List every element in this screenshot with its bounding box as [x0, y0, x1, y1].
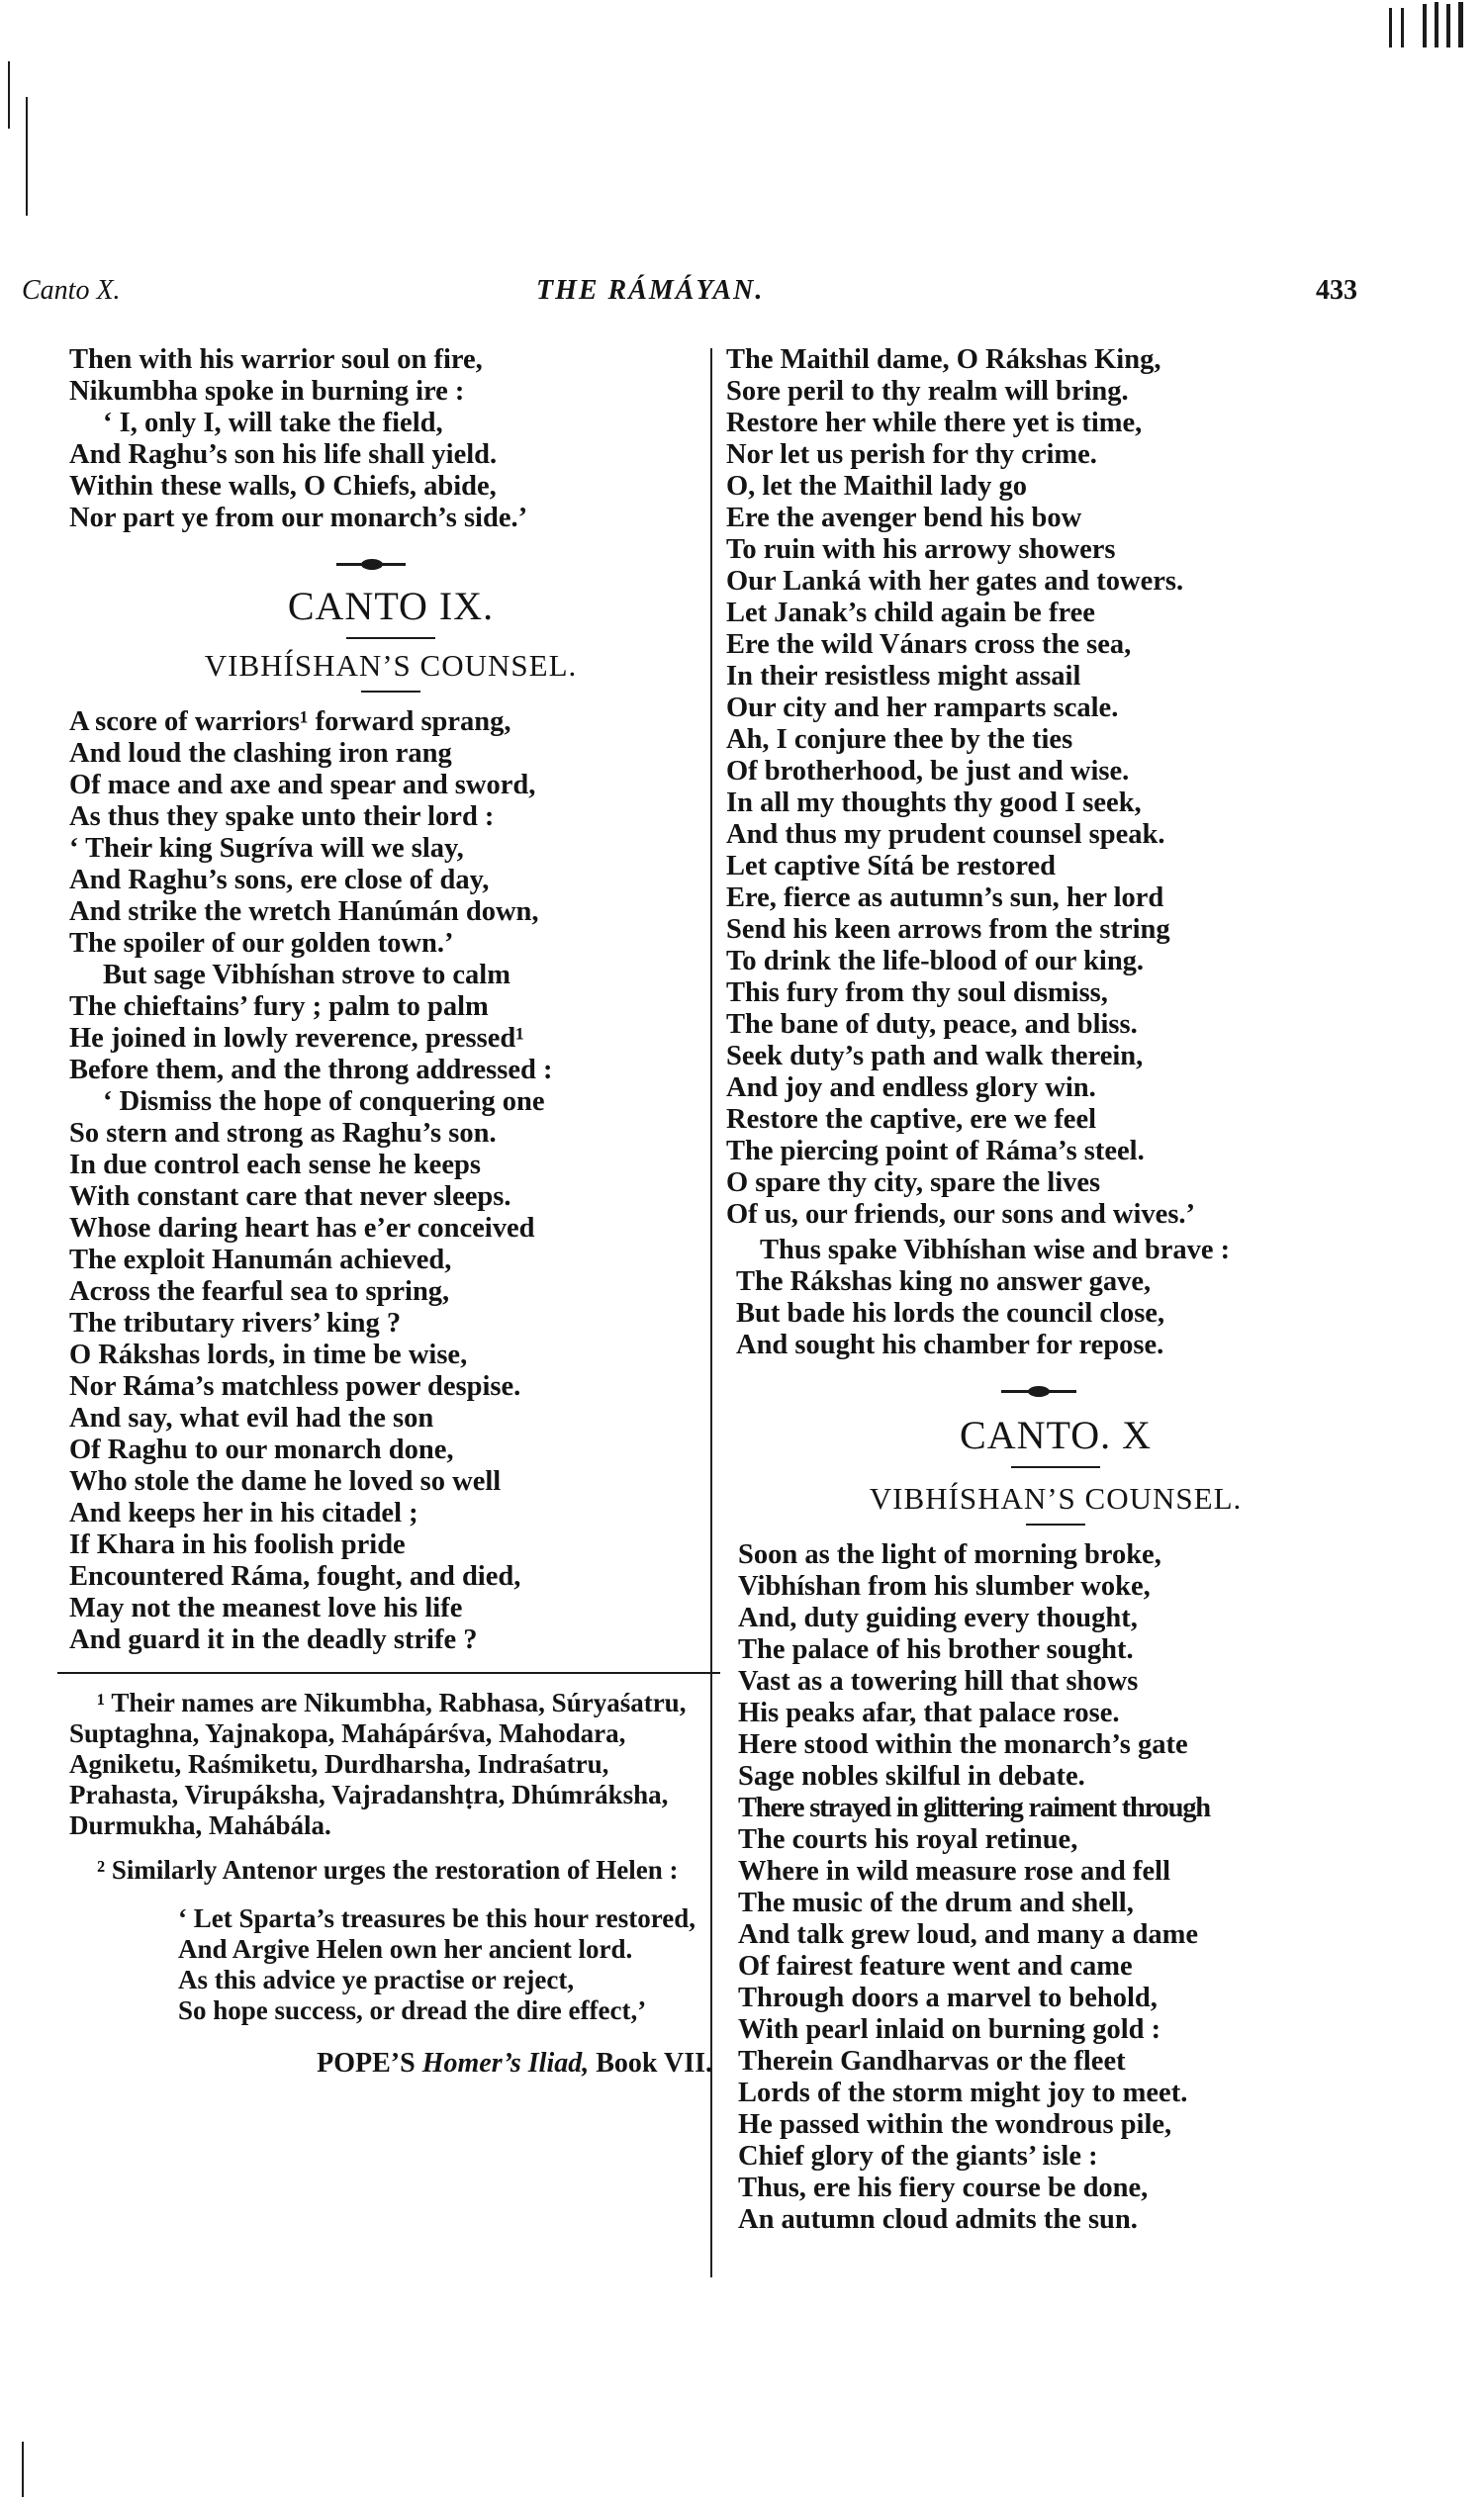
verse-line: Who stole the dame he loved so well — [69, 1466, 502, 1497]
scan-edge-mark-top-left-2 — [26, 97, 28, 216]
scan-edge-mark-top-right-4 — [1435, 2, 1438, 47]
verse-line: The piercing point of Ráma’s steel. — [726, 1136, 1145, 1166]
verse-line: The music of the drum and shell, — [738, 1888, 1134, 1918]
verse-line: And thus my prudent counsel speak. — [726, 819, 1165, 850]
verse-line: There strayed in glittering raiment through — [738, 1793, 1210, 1823]
verse-line: Chief glory of the giants’ isle : — [738, 2141, 1098, 2172]
verse-line: Of fairest feature went and came — [738, 1951, 1133, 1982]
header-book-title: THE RÁMÁYAN. — [536, 275, 765, 306]
verse-line: The tributary rivers’ king ? — [69, 1308, 402, 1339]
verse-line: And sought his chamber for repose. — [736, 1330, 1164, 1360]
verse-line: And Raghu’s son his life shall yield. — [69, 439, 498, 470]
verse-line: Ah, I conjure thee by the ties — [726, 724, 1073, 755]
canto-ix-verse — [69, 706, 712, 1656]
verse-line: The palace of his brother sought. — [738, 1634, 1134, 1665]
verse-line: May not the meanest love his life — [69, 1593, 463, 1623]
scan-edge-mark-top-right-6 — [1458, 2, 1463, 47]
verse-line: Nikumbha spoke in burning ire : — [69, 376, 465, 407]
verse-line: Through doors a marvel to behold, — [738, 1983, 1158, 2013]
verse-line: And guard it in the deadly strife ? — [69, 1624, 478, 1655]
section-ornament — [69, 552, 712, 576]
verse-line: To ruin with his arrowy showers — [726, 534, 1116, 565]
verse-line: Of Raghu to our monarch done, — [69, 1435, 454, 1465]
scan-edge-mark-top-left — [8, 61, 10, 129]
verse-line: O spare thy city, spare the lives — [726, 1167, 1101, 1198]
verse-line: But sage Vibhíshan strove to calm — [103, 960, 510, 990]
verse-line: O Rákshas lords, in time be wise, — [69, 1340, 468, 1370]
quote-line: As this advice ye practise or reject, — [178, 1965, 575, 1994]
scan-edge-mark-top-right-3 — [1423, 4, 1427, 47]
title-rule — [1011, 1466, 1100, 1468]
verse-line: The Maithil dame, O Rákshas King, — [726, 344, 1161, 375]
verse-line: Here stood within the monarch’s gate — [738, 1729, 1188, 1760]
attribution-book: Book VII. — [596, 2048, 712, 2079]
right-verse-continuation — [726, 344, 1385, 1231]
scan-edge-mark-top-right-2 — [1401, 8, 1404, 47]
verse-line: Vast as a towering hill that shows — [738, 1666, 1139, 1697]
verse-line: If Khara in his foolish pride — [69, 1529, 406, 1560]
verse-line: ‘ Their king Sugríva will we slay, — [69, 833, 464, 864]
verse-line: The courts his royal retinue, — [738, 1824, 1078, 1855]
canto-ix-subtitle: VIBHÍSHAN’S COUNSEL. — [204, 648, 578, 683]
verse-line: Of mace and axe and spear and sword, — [69, 770, 536, 800]
left-opening-verse — [69, 344, 712, 534]
verse-line: And Raghu’s sons, ere close of day, — [69, 865, 490, 895]
verse-line: Of brotherhood, be just and wise. — [726, 756, 1130, 787]
verse-line: The bane of duty, peace, and bliss. — [726, 1009, 1138, 1040]
verse-line: In their resistless might assail — [726, 661, 1081, 692]
verse-line: Across the fearful sea to spring, — [69, 1276, 450, 1307]
verse-line: Restore her while there yet is time, — [726, 408, 1143, 438]
footnote-quote — [178, 1903, 712, 2026]
canto-x-verse — [726, 1539, 1385, 2236]
verse-line: He passed within the wondrous pile, — [738, 2109, 1172, 2140]
quote-line: ‘ Let Sparta’s treasures be this hour restored, — [178, 1903, 696, 1933]
footnote-2: ² Similarly Antenor urges the restoration of Helen : — [97, 1855, 679, 1885]
right-closing-verse — [726, 1235, 1385, 1361]
subtitle-rule — [1026, 1524, 1085, 1526]
verse-line: With constant care that never sleeps. — [69, 1181, 511, 1212]
verse-line: Before them, and the throng addressed : — [69, 1055, 553, 1085]
verse-line: So stern and strong as Raghu’s son. — [69, 1118, 497, 1149]
verse-line: Encountered Ráma, fought, and died, — [69, 1561, 521, 1592]
verse-line: Our Lanká with her gates and towers. — [726, 566, 1184, 597]
verse-line: With pearl inlaid on burning gold : — [738, 2014, 1161, 2045]
verse-line: And talk grew loud, and many a dame — [738, 1919, 1199, 1950]
verse-line: Send his keen arrows from the string — [726, 914, 1170, 945]
page-number: 433 — [1316, 275, 1357, 306]
verse-line: Thus spake Vibhíshan wise and brave : — [760, 1235, 1231, 1265]
page-header — [22, 275, 1357, 315]
canto-ix-title: CANTO IX. — [287, 584, 495, 628]
verse-line: But bade his lords the council close, — [736, 1298, 1165, 1329]
footnotes — [69, 1688, 712, 1886]
verse-line: Sage nobles skilful in debate. — [738, 1761, 1085, 1792]
verse-line: Vibhíshan from his slumber woke, — [738, 1571, 1151, 1602]
verse-line: Restore the captive, ere we feel — [726, 1104, 1097, 1135]
verse-line: And, duty guiding every thought, — [738, 1603, 1138, 1633]
verse-line: And keeps her in his citadel ; — [69, 1498, 418, 1528]
verse-line: An autumn cloud admits the sun. — [738, 2204, 1138, 2235]
verse-line: Therein Gandharvas or the fleet — [738, 2046, 1126, 2077]
verse-line: Thus, ere his fiery course be done, — [738, 2173, 1149, 2203]
verse-line: ‘ I, only I, will take the field, — [103, 408, 443, 438]
section-ornament — [726, 1379, 1385, 1403]
verse-line: Whose daring heart has e’er conceived — [69, 1213, 535, 1244]
subtitle-rule — [361, 691, 420, 693]
verse-line: Then with his warrior soul on fire, — [69, 344, 483, 375]
verse-line: Seek duty’s path and walk therein, — [726, 1041, 1144, 1071]
verse-line: Nor Ráma’s matchless power despise. — [69, 1371, 521, 1402]
right-column — [726, 344, 1385, 2236]
verse-line: As thus they spake unto their lord : — [69, 801, 495, 832]
verse-line: He joined in lowly reverence, pressed¹ — [69, 1023, 524, 1054]
verse-line: Our city and her ramparts scale. — [726, 693, 1119, 723]
canto-x-subtitle: VIBHÍSHAN’S COUNSEL. — [869, 1481, 1243, 1516]
verse-line: And joy and endless glory win. — [726, 1072, 1096, 1103]
title-rule — [346, 637, 435, 639]
verse-line: The chieftains’ fury ; palm to palm — [69, 991, 489, 1022]
verse-line: A score of warriors¹ forward sprang, — [69, 706, 511, 737]
attribution-author: POPE’S — [317, 2048, 416, 2079]
left-column — [69, 344, 712, 2080]
verse-line: Lords of the storm might joy to meet. — [738, 2078, 1188, 2108]
verse-line: Of us, our friends, our sons and wives.’ — [726, 1199, 1196, 1230]
verse-line: O, let the Maithil lady go — [726, 471, 1027, 502]
verse-line: And say, what evil had the son — [69, 1403, 434, 1434]
verse-line: This fury from thy soul dismiss, — [726, 977, 1108, 1008]
canto-x-title: CANTO. X — [960, 1413, 1152, 1457]
verse-line: ‘ Dismiss the hope of conquering one — [103, 1086, 545, 1117]
verse-line: Nor let us perish for thy crime. — [726, 439, 1097, 470]
footnote-1: ¹ Their names are Nikumbha, Rabhasa, Súryaśatru, Suptaghna, Yajnakopa, Mahápárśva, Mahodara, Agniketu, Raśmiketu, Durdharsha, Indraśatru, Prahasta, Virupáksha, Vajradanshṭra, Dhúmráksha, Durmukha, Mahábála. — [69, 1688, 687, 1840]
verse-line: The spoiler of our golden town.’ — [69, 928, 454, 959]
verse-line: His peaks afar, that palace rose. — [738, 1698, 1120, 1728]
verse-line: And loud the clashing iron rang — [69, 738, 452, 769]
footnote-rule — [57, 1672, 720, 1674]
verse-line: Sore peril to thy realm will bring. — [726, 376, 1129, 407]
scan-edge-mark-top-right-5 — [1446, 4, 1450, 47]
verse-line: In all my thoughts thy good I seek, — [726, 787, 1142, 818]
verse-line: Ere the wild Vánars cross the sea, — [726, 629, 1132, 660]
verse-line: Where in wild measure rose and fell — [738, 1856, 1170, 1887]
quote-line: And Argive Helen own her ancient lord. — [178, 1934, 633, 1964]
verse-line: To drink the life-blood of our king. — [726, 946, 1145, 976]
verse-line: Let captive Sítá be restored — [726, 851, 1056, 881]
verse-line: In due control each sense he keeps — [69, 1150, 481, 1180]
verse-line: The Rákshas king no answer gave, — [736, 1266, 1152, 1297]
verse-line: Soon as the light of morning broke, — [738, 1539, 1161, 1570]
quote-line: So hope success, or dread the dire effect,’ — [178, 1995, 647, 2025]
verse-line: Nor part ye from our monarch’s side.’ — [69, 503, 528, 533]
scan-edge-mark-top-right-1 — [1389, 8, 1392, 47]
verse-line: Ere the avenger bend his bow — [726, 503, 1082, 533]
scan-edge-mark-bottom-left — [22, 2442, 24, 2497]
attribution-work: Homer’s Iliad, — [421, 2048, 590, 2079]
verse-line: Within these walls, O Chiefs, abide, — [69, 471, 497, 502]
quote-attribution — [69, 2048, 712, 2080]
verse-line: Let Janak’s child again be free — [726, 598, 1095, 628]
verse-line: The exploit Hanumán achieved, — [69, 1245, 452, 1275]
verse-line: Ere, fierce as autumn’s sun, her lord — [726, 882, 1164, 913]
header-canto: Canto X. — [22, 275, 121, 306]
verse-line: And strike the wretch Hanúmán down, — [69, 896, 539, 927]
